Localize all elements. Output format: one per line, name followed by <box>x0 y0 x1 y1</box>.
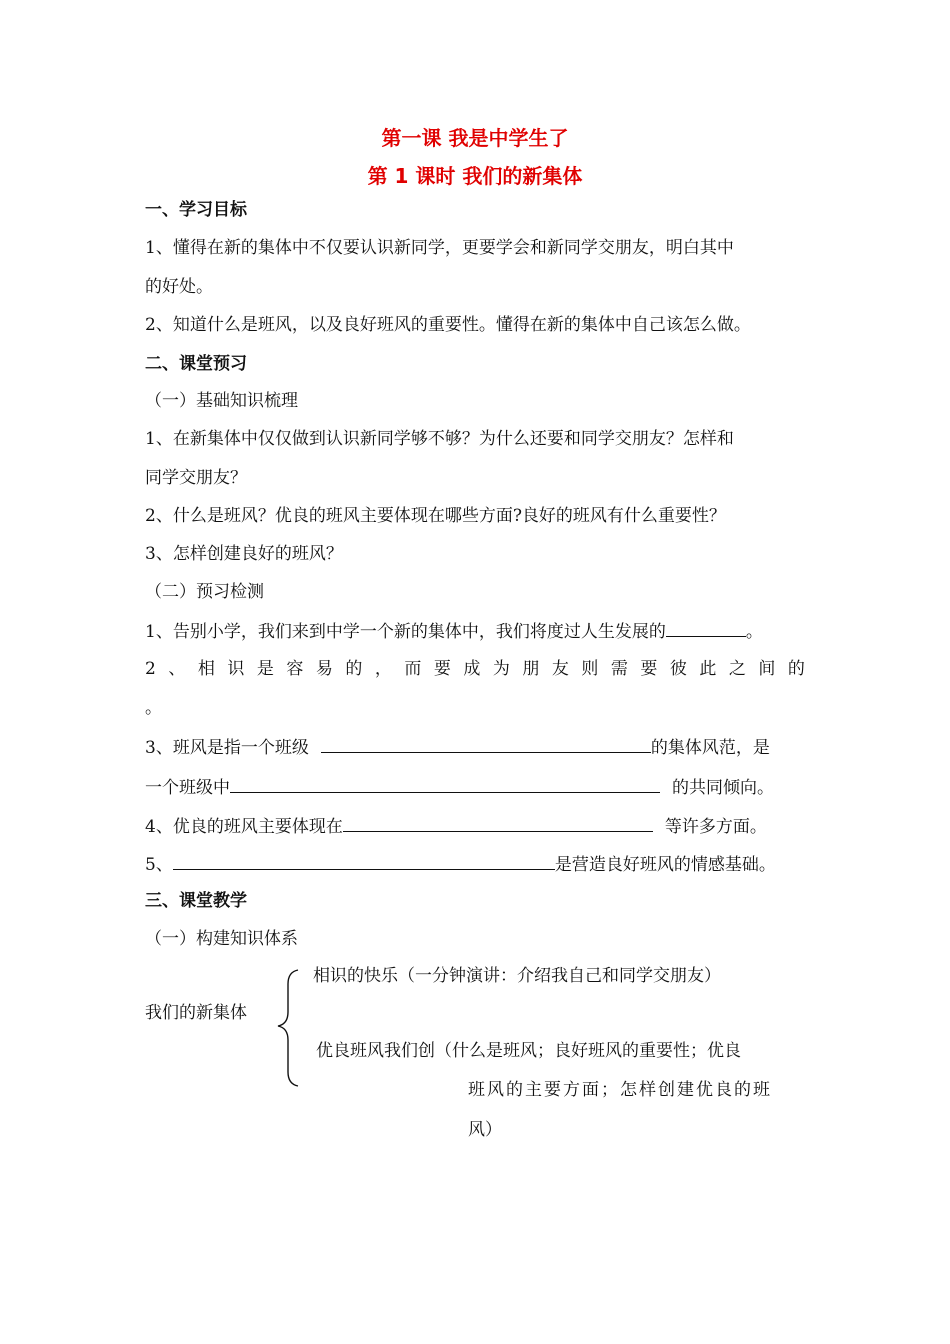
test-2-char: 而 <box>404 659 422 679</box>
test-2-end: 。 <box>145 698 162 718</box>
lesson-subtitle: 第 1 课时 我们的新集体 <box>367 164 583 188</box>
test-5-text-post: 是营造良好班风的情感基础。 <box>554 855 776 875</box>
test-2-char: 容 <box>286 659 304 679</box>
test-3-blank-b[interactable] <box>230 774 660 793</box>
section-3-heading: 三、课堂教学 <box>145 891 247 911</box>
test-3b-text: 一个班级中 <box>145 778 230 798</box>
tree-branch-2-line-a: 优良班风我们创（什么是班风；良好班风的重要性；优良 <box>316 1041 741 1061</box>
test-2-char: ， <box>374 659 392 679</box>
test-2-char: 易 <box>315 659 333 679</box>
subsection-preview-test: （二）预习检测 <box>145 582 264 602</box>
test-2-char: 的 <box>787 659 805 679</box>
test-2-char: 要 <box>433 659 451 679</box>
test-2-char: 彼 <box>669 659 687 679</box>
tree-root: 我们的新集体 <box>145 1003 247 1023</box>
question-1-line-b: 同学交朋友？ <box>145 468 247 488</box>
test-2-char: 此 <box>699 659 717 679</box>
test-2-char: 识 <box>227 659 245 679</box>
test-2-char: 则 <box>581 659 599 679</box>
section-1-heading: 一、学习目标 <box>145 200 247 220</box>
test-2-char: 、 <box>168 659 186 679</box>
test-4 <box>145 813 767 839</box>
test-3-line-a <box>145 734 770 760</box>
objective-2: 2、知道什么是班风，以及良好班风的重要性。懂得在新的集体中自己该怎么做。 <box>145 315 751 335</box>
question-2: 2、什么是班风？优良的班风主要体现在哪些方面?良好的班风有什么重要性？ <box>145 506 726 526</box>
tree-branch-1: 相识的快乐（一分钟演讲：介绍我自己和同学交朋友） <box>313 966 721 986</box>
test-2-char: 的 <box>345 659 363 679</box>
test-3-text-post: 的集体风范，是 <box>650 738 770 758</box>
lesson-title: 第一课 我是中学生了 <box>381 126 569 150</box>
test-2-char: 朋 <box>522 659 540 679</box>
test-1-end: 。 <box>745 622 763 642</box>
test-5-blank[interactable] <box>173 851 555 870</box>
subsection-basic-knowledge: （一）基础知识梳理 <box>145 391 298 411</box>
test-3-line-b <box>145 774 774 800</box>
objective-1-line-a: 1、懂得在新的集体中不仅要认识新同学，更要学会和新同学交朋友，明白其中 <box>145 238 734 258</box>
test-3-blank-a[interactable] <box>321 734 651 753</box>
curly-brace <box>272 968 302 1088</box>
test-3b-text-post: 的共同倾向。 <box>672 778 774 798</box>
test-5-text: 5、 <box>145 855 173 875</box>
subsection-knowledge-system: （一）构建知识体系 <box>145 929 298 949</box>
test-2-char: 之 <box>728 659 746 679</box>
test-2-line <box>145 657 805 681</box>
test-1-blank[interactable] <box>666 618 746 637</box>
objective-1-line-b: 的好处。 <box>145 277 213 297</box>
test-2-char: 2 <box>145 659 156 679</box>
test-2-char: 成 <box>463 659 481 679</box>
test-2-char: 是 <box>256 659 274 679</box>
test-1-text: 1、告别小学，我们来到中学一个新的集体中，我们将度过人生发展的 <box>145 622 666 642</box>
test-3-text: 3、班风是指一个班级 <box>145 738 309 758</box>
test-2-char: 友 <box>551 659 569 679</box>
test-2-char: 间 <box>758 659 776 679</box>
tree-branch-2-line-b: 班风的主要方面；怎样创建优良的班 <box>468 1080 772 1100</box>
test-2-char: 为 <box>492 659 510 679</box>
test-1 <box>145 618 763 644</box>
test-4-text: 4、优良的班风主要体现在 <box>145 817 343 837</box>
tree-branch-2-line-c: 风） <box>468 1120 502 1140</box>
test-4-blank[interactable] <box>343 813 653 832</box>
test-4-text-post: 等许多方面。 <box>664 817 767 837</box>
question-3: 3、怎样创建良好的班风？ <box>145 544 343 564</box>
test-2-char: 要 <box>640 659 658 679</box>
section-2-heading: 二、课堂预习 <box>145 354 247 374</box>
question-1-line-a: 1、在新集体中仅仅做到认识新同学够不够？为什么还要和同学交朋友？怎样和 <box>145 429 734 449</box>
test-2-char: 需 <box>610 659 628 679</box>
test-2-char: 相 <box>197 659 215 679</box>
test-5 <box>145 851 776 877</box>
